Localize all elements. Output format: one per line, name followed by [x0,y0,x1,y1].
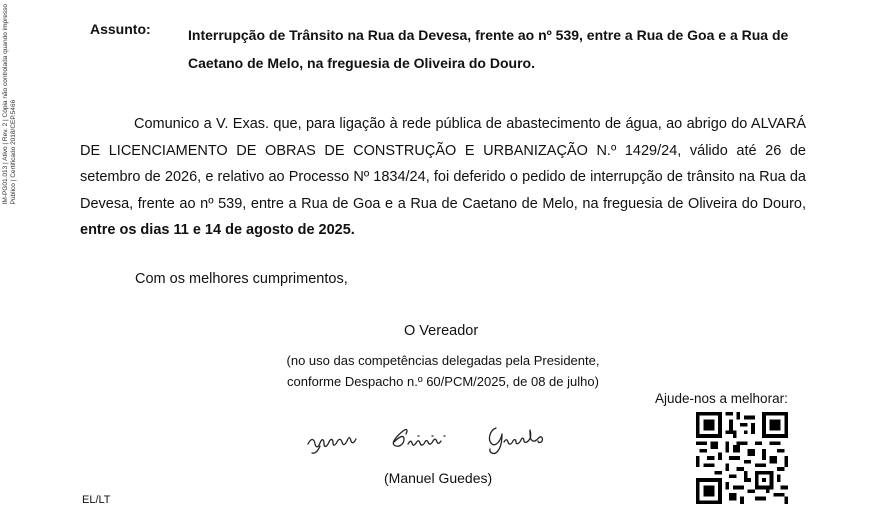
body-emphasis: entre os dias 11 e 14 de agosto de 2025. [80,222,355,238]
subject-label: Assunto: [90,21,151,37]
reference-initials: EL/LT [82,494,111,506]
closing-line: Com os melhores cumprimentos, [135,271,348,287]
body-text: Comunico a V. Exas. que, para ligação à rede pública de abastecimento de água, ao abrigo do ALVARÁ DE LICENCIAMENTO DE OBRAS DE CONSTRUÇÃO E URBANIZAÇÃO N.º 1429/24, válido até 26 de setembro de 2026, e relativo ao Processo Nº 1834/24, foi deferido o pedido de interrupção de trânsito na Rua da Devesa, frente ao nº 539, entre a Rua de Goa e a Rua de Caetano de Melo, na freguesia de Oliveira do Douro, [80,116,806,212]
document-control-note [2,4,18,204]
qr-code-icon[interactable] [696,412,788,504]
handwritten-signature [300,412,580,460]
delegation-line1: (no uso das competências delegadas pela Presidente, [286,353,600,368]
feedback-label: Ajude-nos a melhorar: [655,391,788,406]
control-note-line1: IM-PG01.013 | Ativo | Rev. 2 | Cópia não controlada quando impresso [2,4,9,205]
delegation-note [273,350,613,392]
subject-text: Interrupção de Trânsito na Rua da Devesa, frente ao nº 539, entre a Rua de Goa e a Rua de Caetano de Melo, na freguesia de Oliveira do Douro. [188,27,789,71]
body-paragraph [80,111,806,244]
control-note-line2: Público | Certificado 2018/CEP.5466 [10,99,17,205]
signatory-name: (Manuel Guedes) [384,470,493,486]
signatory-title: O Vereador [404,323,479,339]
delegation-line2: conforme Despacho n.º 60/PCM/2025, de 08 de julho) [287,374,599,389]
